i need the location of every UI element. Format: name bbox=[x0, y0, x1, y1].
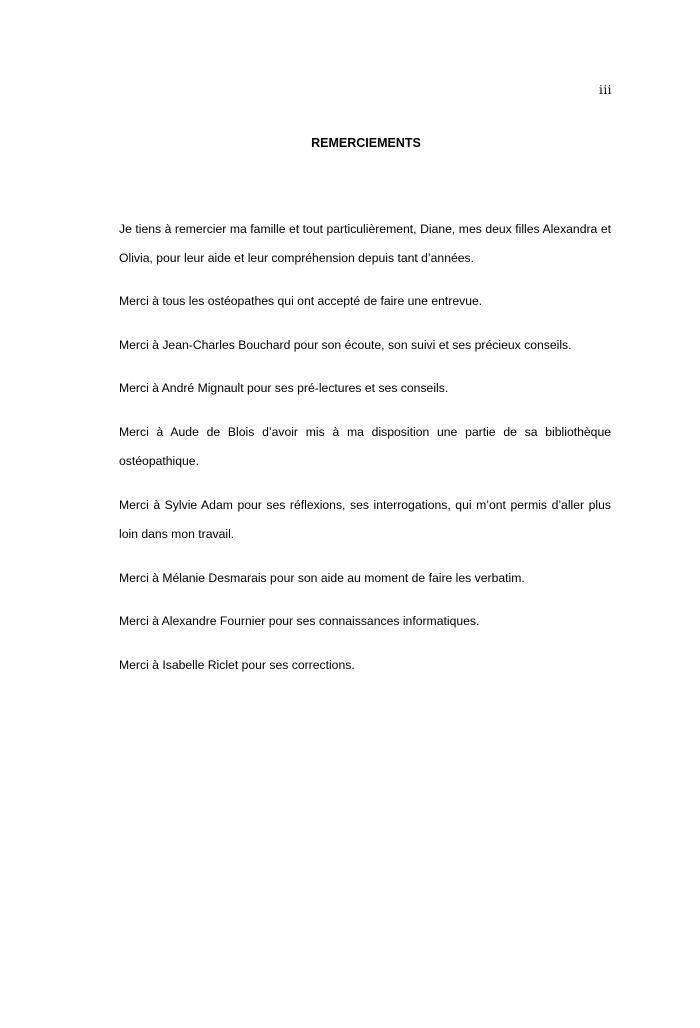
paragraph-text: Merci à Mélanie Desmarais pour son aide au moment de faire les verbatim. bbox=[119, 571, 525, 585]
page-title: REMERCIEMENTS bbox=[311, 136, 421, 150]
acknowledgement-paragraph-blois bbox=[119, 418, 611, 476]
paragraph-text: Merci à Alexandre Fournier pour ses connaissances informatiques. bbox=[119, 614, 480, 628]
acknowledgement-paragraph-riclet bbox=[119, 651, 611, 680]
paragraph-text: Merci à André Mignault pour ses pré-lectures et ses conseils. bbox=[119, 381, 449, 395]
acknowledgement-paragraph-family bbox=[119, 215, 611, 273]
acknowledgement-paragraph-mignault bbox=[119, 374, 611, 403]
paragraph-text: Merci à Jean-Charles Bouchard pour son écoute, son suivi et ses précieux conseils. bbox=[119, 338, 572, 352]
paragraph-text: Je tiens à remercier ma famille et tout particulièrement, Diane, mes deux filles Alexandra et Olivia, pour leur aide et leur compréhension depuis tant d’années. bbox=[119, 222, 611, 265]
paragraph-text: Merci à tous les ostéopathes qui ont accepté de faire une entrevue. bbox=[119, 294, 483, 308]
acknowledgement-paragraph-desmarais bbox=[119, 564, 611, 593]
paragraph-text: Merci à Sylvie Adam pour ses réflexions, ses interrogations, qui m’ont permis d’aller plus loin dans mon travail. bbox=[119, 498, 611, 541]
page-number: iii bbox=[598, 83, 612, 97]
paragraph-text: Merci à Aude de Blois d’avoir mis à ma disposition une partie de sa bibliothèque ostéopathique. bbox=[119, 425, 611, 468]
acknowledgement-paragraph-osteopaths bbox=[119, 287, 611, 316]
acknowledgement-paragraph-fournier bbox=[119, 607, 611, 636]
acknowledgement-paragraph-bouchard bbox=[119, 331, 611, 360]
paragraph-text: Merci à Isabelle Riclet pour ses corrections. bbox=[119, 658, 355, 672]
acknowledgement-paragraph-adam bbox=[119, 491, 611, 549]
